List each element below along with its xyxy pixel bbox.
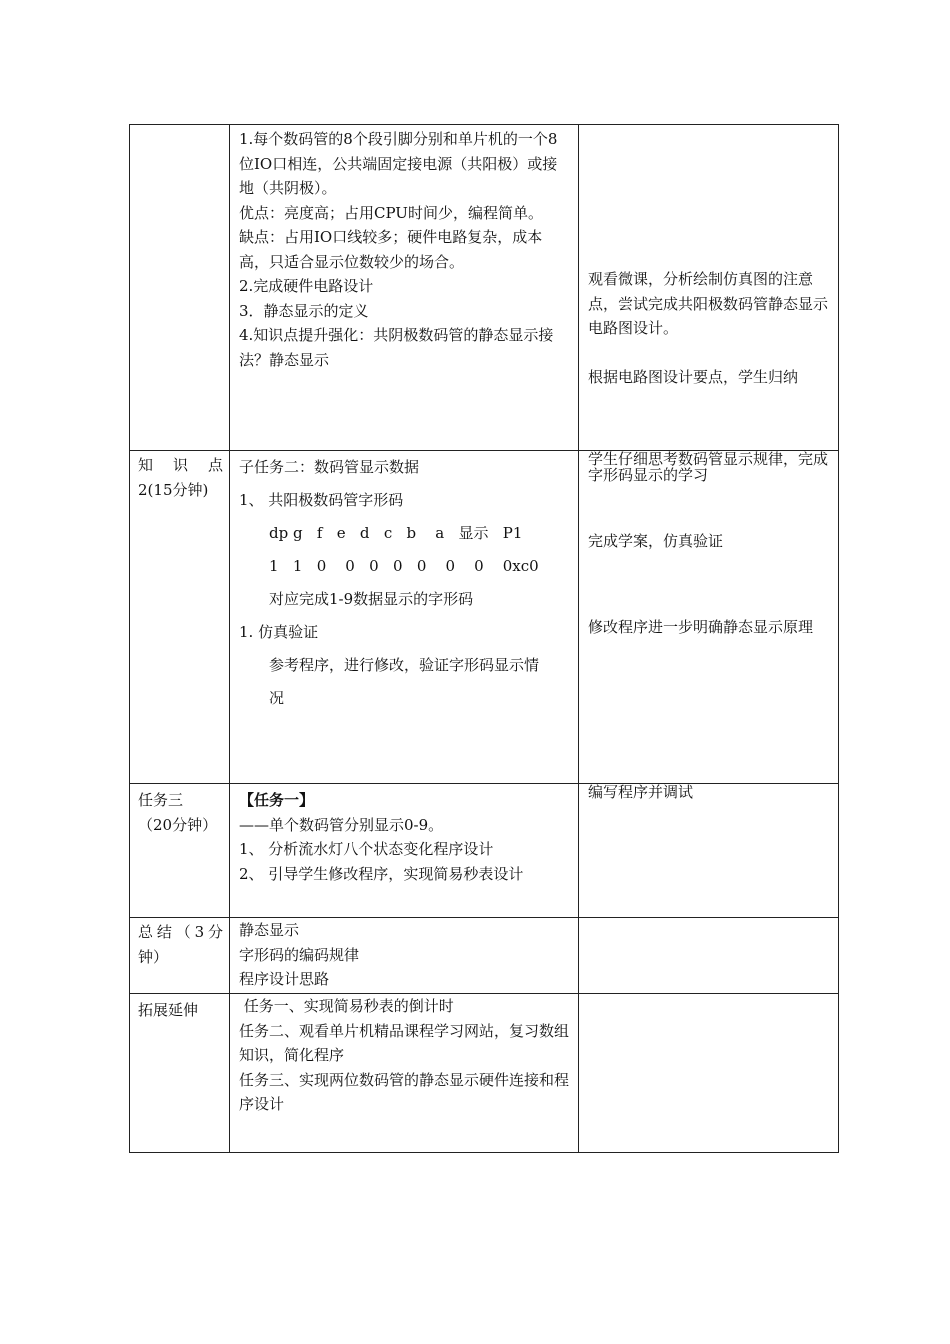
text-line: 1. 仿真验证 xyxy=(239,623,319,641)
row-label-cell xyxy=(130,918,230,994)
table-row xyxy=(130,994,839,1153)
text-line: 完成学案，仿真验证 xyxy=(588,532,724,550)
text-line: 2、 引导学生修改程序，实现简易秒表设计 xyxy=(239,864,524,883)
content-cell xyxy=(230,784,579,918)
text-line: 观看微课，分析绘制仿真图的注意点，尝试完成共阳极数码管静态显示电路图设计。 xyxy=(588,270,829,337)
text-line: 1、 分析流水灯八个状态变化程序设计 xyxy=(239,840,494,858)
lesson-plan-table xyxy=(129,124,839,1153)
code-value-line: 1 1 0 0 0 0 0 0 0 0xc0 xyxy=(269,557,539,575)
task-heading: 【任务一】 xyxy=(239,791,315,809)
text-line: 1.每个数码管的8个段引脚分别和单片机的一个8位IO口相连，公共端固定接电源（共阳极）或接地（共阴极）。 xyxy=(239,130,558,197)
row-label-cell xyxy=(130,451,230,784)
text-line: 修改程序进一步明确静态显示原理 xyxy=(588,618,814,636)
text-line: 子任务二：数码管显示数据 xyxy=(239,458,420,476)
content-cell xyxy=(230,125,579,451)
row-label: 钟） xyxy=(138,947,169,966)
row-label: 任务三 xyxy=(138,791,184,809)
row-label-cell xyxy=(130,125,230,451)
text-line: 任务三、实现两位数码管的静态显示硬件连接和程序设计 xyxy=(239,1070,570,1113)
table-row xyxy=(130,784,839,918)
spacer xyxy=(588,341,830,365)
text-line: 3．静态显示的定义 xyxy=(239,301,369,320)
text-line: 参考程序，进行修改，验证字形码显示情 xyxy=(269,656,540,674)
text-line: 对应完成1-9数据显示的字形码 xyxy=(269,590,474,608)
table-row xyxy=(130,918,839,994)
table-row xyxy=(130,451,839,784)
text-line: 1、 共阳极数码管字形码 xyxy=(239,491,404,509)
row-label-cell xyxy=(130,994,230,1153)
activity-cell xyxy=(579,451,839,784)
activity-cell xyxy=(579,918,839,994)
text-line: 2.完成硬件电路设计 xyxy=(239,277,374,295)
text-line: 学生仔细思考数码管显示规律，完成字形码显示的学习 xyxy=(588,450,829,484)
activity-cell xyxy=(579,784,839,918)
content-cell xyxy=(230,994,579,1153)
text-line: 任务二、观看单片机精品课程学习网站，复习数组知识，简化程序 xyxy=(239,1021,570,1064)
activity-cell xyxy=(579,125,839,451)
row-label: 2(15分钟) xyxy=(138,480,209,499)
content-cell xyxy=(230,451,579,784)
text-line: 优点：亮度高；占用CPU时间少，编程简单。 xyxy=(239,203,543,222)
row-label-cell xyxy=(130,784,230,918)
table-row xyxy=(130,125,839,451)
activity-cell xyxy=(579,994,839,1153)
row-label: 拓展延伸 xyxy=(138,1001,199,1019)
text-line: 字形码的编码规律 xyxy=(239,945,360,964)
row-label: （20分钟） xyxy=(138,815,218,834)
text-line: 静态显示 xyxy=(239,921,300,939)
text-line: 缺点：占用IO口线较多；硬件电路复杂，成本高，只适合显示位数较少的场合。 xyxy=(239,228,543,271)
text-line: ——单个数码管分别显示0-9。 xyxy=(239,815,444,834)
row-label: 知 识 点 xyxy=(138,456,223,474)
text-line: 根据电路图设计要点，学生归纳 xyxy=(588,367,799,386)
code-header-line: dp g f e d c b a 显示 P1 xyxy=(269,524,523,542)
text-line: 程序设计思路 xyxy=(239,970,330,988)
text-line: 况 xyxy=(269,689,285,707)
text-line: 任务一、实现简易秒表的倒计时 xyxy=(239,997,454,1015)
row-label: 总结（3分 xyxy=(138,923,223,941)
text-line: 编写程序并调试 xyxy=(588,783,694,801)
text-line: 4.知识点提升强化：共阴极数码管的静态显示接法？静态显示 xyxy=(239,326,554,369)
content-cell xyxy=(230,918,579,994)
